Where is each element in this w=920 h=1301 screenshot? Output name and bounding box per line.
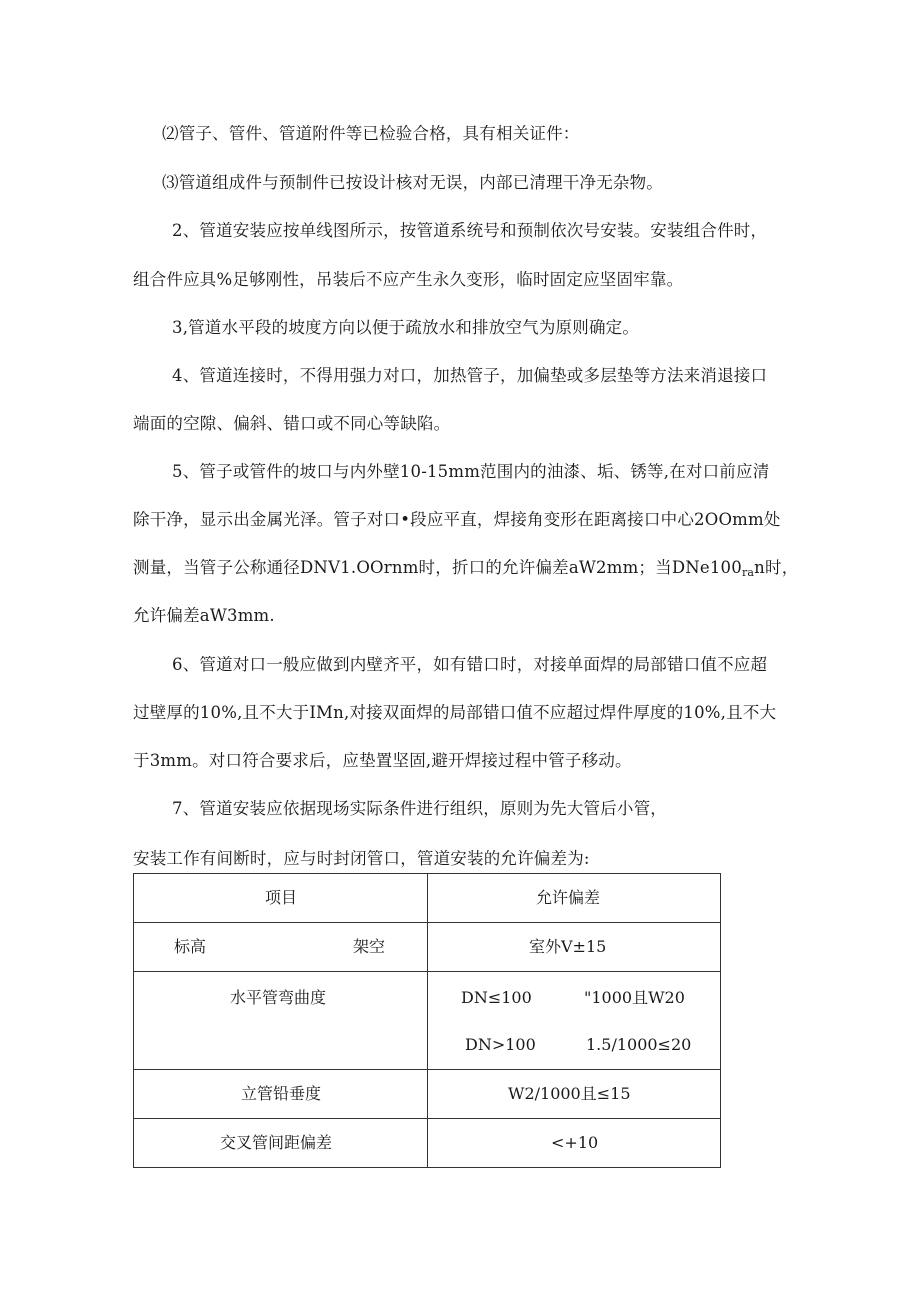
cross-pipe-label: 交叉管间距偏差 (220, 1133, 333, 1152)
paragraph-7: 7、管道安装应依据现场实际条件进行组织，原则为先大管后小管， (172, 799, 667, 818)
elevation-value: 室外V±15 (529, 937, 607, 956)
vertical-plumb-label: 立管铅垂度 (241, 1084, 322, 1103)
table-row-divider (134, 922, 720, 923)
paragraph-5-line-3-text-b: n时， (754, 558, 799, 577)
horizontal-bend-condition-2: DN>100 (465, 1035, 536, 1054)
table-column-divider (427, 874, 428, 1167)
paragraph-6-line-2: 过壁厚的10%,且不大于IMn,对接双面焊的局部错口值不应超过焊件厚度的10%,且不大 (133, 703, 777, 722)
table-row-divider (134, 1069, 720, 1070)
table-row-divider (134, 1118, 720, 1119)
table-row-divider (134, 971, 720, 972)
paragraph-4-line-2: 端面的空隙、偏斜、错口或不同心等缺陷。 (133, 414, 451, 433)
tolerance-table (133, 873, 721, 1168)
table-header-tolerance: 允许偏差 (536, 888, 601, 907)
paragraph-5-line-3-subscript: ra (741, 566, 755, 579)
vertical-plumb-value: W2/1000且≤15 (508, 1084, 631, 1103)
paragraph-3: 3,管道水平段的坡度方向以便于疏放水和排放空气为原则确定。 (172, 318, 640, 337)
paragraph-6-line-3: 于3mm。对口符合要求后，应垫置坚固,避开焊接过程中管子移动。 (133, 751, 632, 770)
paragraph-5-line-3 (133, 558, 798, 583)
paragraph-5-line-4: 允许偏差aW3mm. (133, 606, 275, 625)
paragraph-4-line-1: 4、管道连接时，不得用强力对口，加热管子，加偏垫或多层垫等方法来消退接口 (172, 366, 768, 385)
elevation-overhead-label: 架空 (353, 937, 386, 956)
paragraph-item-3: ⑶管道组成件与预制件已按设计核对无误，内部已清理干净无杂物。 (162, 173, 663, 192)
paragraph-5-line-3-text-a: 测量，当管子公称通径DNV1.OOrnm时，折口的允许偏差aW2mm；当DNe100 (133, 558, 742, 577)
horizontal-bend-value-2: 1.5/1000≤20 (586, 1035, 692, 1054)
paragraph-5-line-2: 除干净，显示出金属光泽。管子对口•段应平直，焊接角变形在距离接口中心2OOmm处 (133, 510, 781, 529)
paragraph-8: 安装工作有间断时，应与时封闭管口，管道安装的允许偏差为: (133, 849, 590, 868)
horizontal-bend-label: 水平管弯曲度 (230, 988, 327, 1007)
paragraph-2-line-1: 2、管道安装应按单线图所示，按管道系统号和预制依次号安装。安装组合件时， (172, 221, 768, 240)
horizontal-bend-condition-1: DN≤100 (461, 988, 532, 1007)
cross-pipe-value: <+10 (551, 1133, 599, 1152)
table-header-item: 项目 (265, 888, 298, 907)
paragraph-5-line-1: 5、管子或管件的坡口与内外壁10-15mm范围内的油漆、垢、锈等,在对口前应清 (172, 462, 770, 481)
elevation-label: 标高 (174, 937, 207, 956)
paragraph-6-line-1: 6、管道对口一般应做到内壁齐平，如有错口时，对接单面焊的局部错口值不应超 (172, 655, 768, 674)
paragraph-item-2: ⑵管子、管件、管道附件等已检验合格，具有相关证件： (162, 124, 580, 143)
paragraph-2-line-2: 组合件应具%足够刚性，吊装后不应产生永久变形，临时固定应坚固牢靠。 (133, 270, 684, 289)
horizontal-bend-value-1: "1000且W20 (584, 988, 685, 1007)
